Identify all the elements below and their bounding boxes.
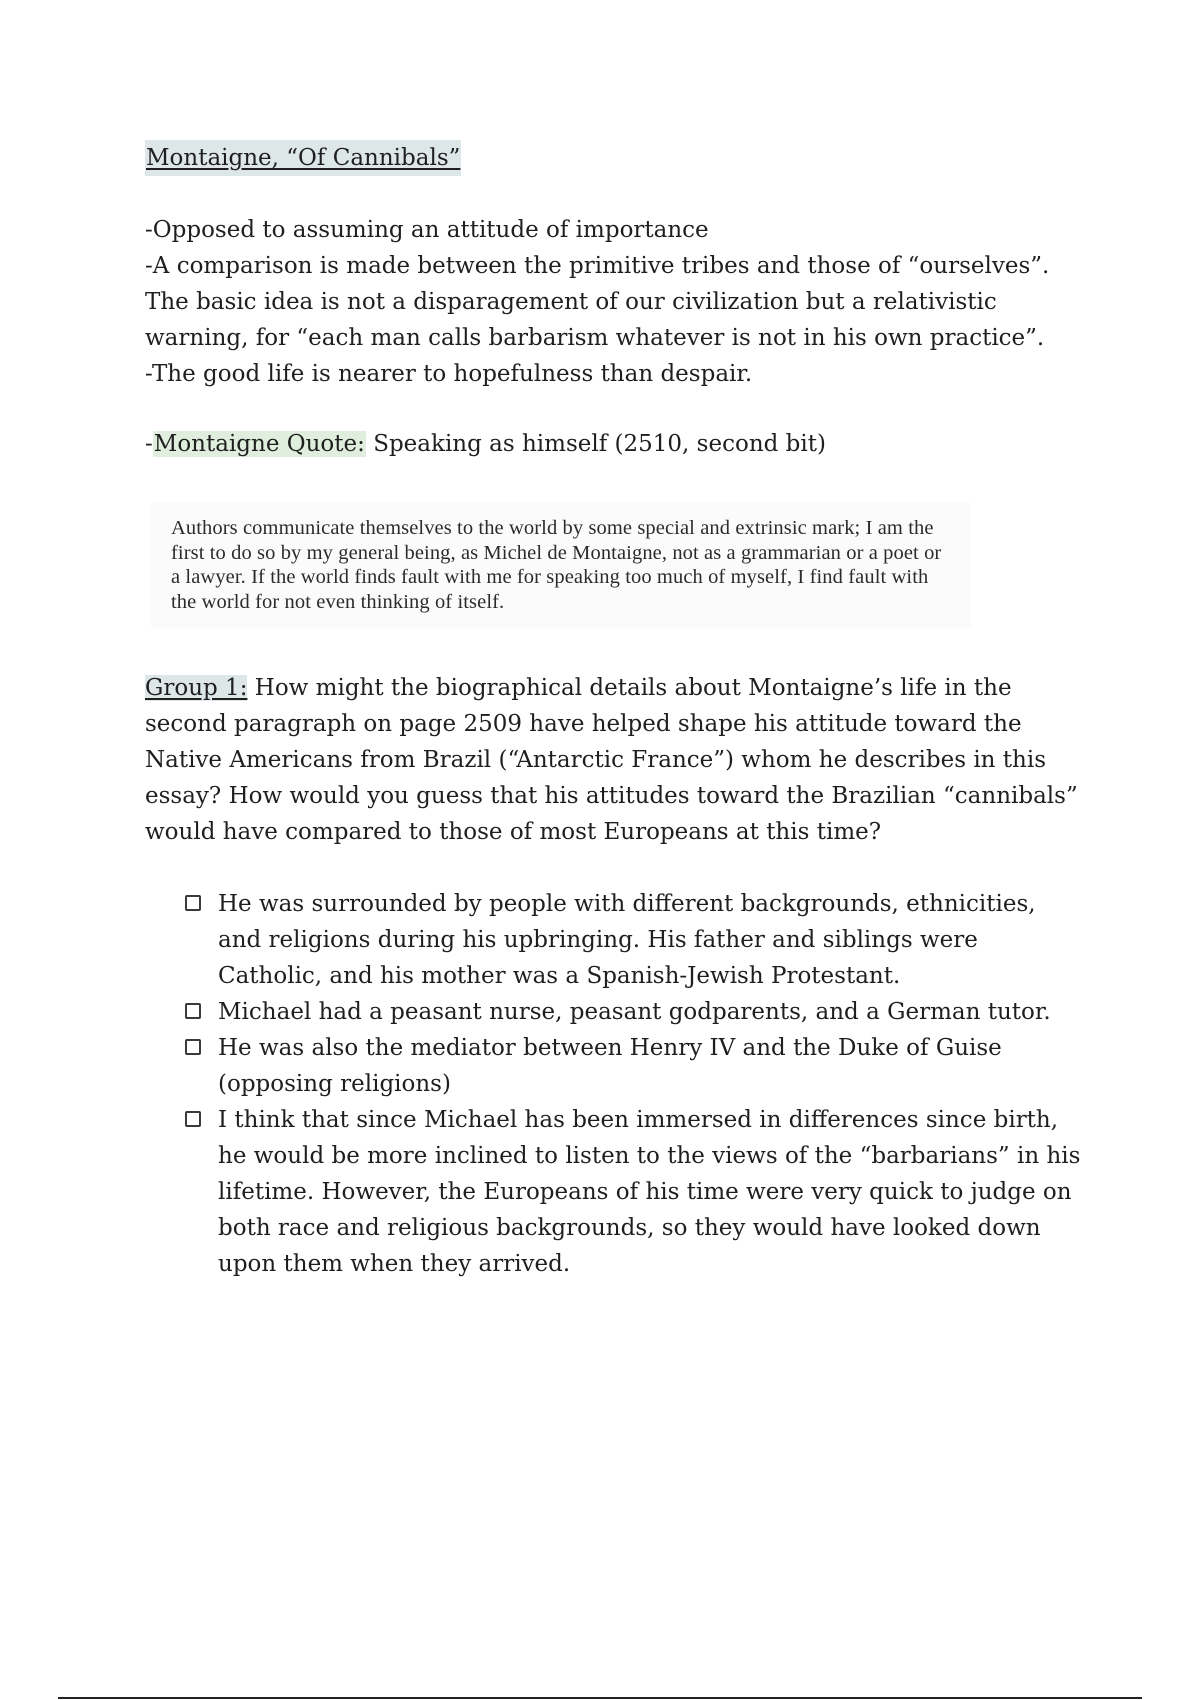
answer-checklist <box>145 886 1085 1282</box>
checkbox[interactable] <box>185 1003 201 1019</box>
checklist-item <box>145 1102 1085 1282</box>
group-label: Group 1: <box>145 675 248 701</box>
checklist-item <box>145 1030 1085 1102</box>
document-body <box>145 140 1085 1282</box>
quoted-excerpt-image: Authors communicate themselves to the world by some special and extrinsic mark; I am the first to do so by my general being, as Michel de Montaigne, not as a grammarian or a poet or a lawyer. If the world finds fault with me for speaking too much of myself, I find fault with the world for not even thinking of itself. <box>151 502 971 628</box>
group-question <box>145 670 1085 850</box>
quote-heading <box>145 426 1085 462</box>
note-item: -The good life is nearer to hopefulness than despair. <box>145 361 753 387</box>
note-item: -Opposed to assuming an attitude of importance <box>145 217 709 243</box>
quote-label: Montaigne Quote: <box>153 431 365 457</box>
checklist-item-text: He was also the mediator between Henry IV and the Duke of Guise (opposing religions) <box>218 1035 1002 1097</box>
group-question-text: How might the biographical details about Montaigne’s life in the second paragraph on page 2509 have helped shape his attitude toward the Native Americans from Brazil (“Antarctic France”) whom he describes in this essay? How would you guess that his attitudes toward the Brazilian “cannibals” would have compared to those of most Europeans at this time? <box>145 675 1078 845</box>
checkbox[interactable] <box>185 1039 201 1055</box>
checklist-item <box>145 994 1085 1030</box>
quote-description: Speaking as himself (2510, second bit) <box>365 431 826 457</box>
document-title: Montaigne, “Of Cannibals” <box>145 140 461 176</box>
quote-prefix: - <box>145 431 153 457</box>
notes-section <box>145 212 1085 392</box>
checklist-item <box>145 886 1085 994</box>
checklist-item-text: I think that since Michael has been immersed in differences since birth, he would be more inclined to listen to the views of the “barbarians” in his lifetime. However, the Europeans of his time were very quick to judge on both race and religious backgrounds, so they would have looked down upon them when they arrived. <box>218 1107 1081 1277</box>
note-item: -A comparison is made between the primitive tribes and those of “ourselves”. The basic idea is not a disparagement of our civilization but a relativistic warning, for “each man calls barbarism whatever is not in his own practice”. <box>145 253 1050 351</box>
footer-divider <box>58 1697 1142 1699</box>
checklist-item-text: Michael had a peasant nurse, peasant godparents, and a German tutor. <box>218 999 1051 1025</box>
checklist-item-text: He was surrounded by people with different backgrounds, ethnicities, and religions during his upbringing. His father and siblings were Catholic, and his mother was a Spanish-Jewish Protestant. <box>218 891 1036 989</box>
checkbox[interactable] <box>185 895 201 911</box>
checkbox[interactable] <box>185 1111 201 1127</box>
